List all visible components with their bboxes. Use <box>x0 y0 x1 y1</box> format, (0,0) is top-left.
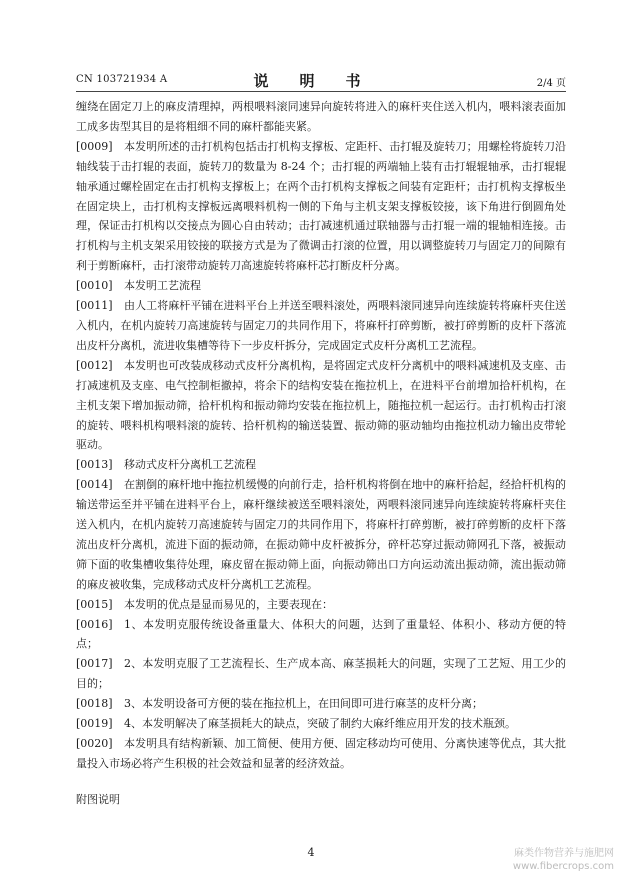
paragraph-0017 <box>76 654 566 694</box>
paragraph-text: 缠绕在固定刀上的麻皮清理掉，两根喂料滚同速异向旋转将进入的麻杆夹住送入机内，喂料滚表面加工成多齿型其目的是将粗细不同的麻杆都能夹紧。 <box>76 100 566 133</box>
paragraph-0009 <box>76 137 566 276</box>
paragraph-0018 <box>76 694 566 714</box>
page-number: 4 <box>307 846 315 859</box>
paragraph-text: 本发明具有结构新颖、加工简便、使用方便、固定移动均可使用、分离快速等优点，其大批量投入市场必将产生积极的社会效益和显著的经济效益。 <box>76 737 566 770</box>
paragraph-number: [0018] <box>76 697 113 711</box>
patent-number: CN 103721934 A <box>76 74 168 85</box>
paragraph-text: 在割倒的麻杆地中拖拉机缓慢的向前行走，拾杆机构将倒在地中的麻杆拾起，经拾杆机构的输送带运至并平铺在进料平台上，麻杆继续被送至喂料滚处，两喂料滚同速异向连续旋转将麻杆夹住送入机内，在机内旋转刀高速旋转与固定刀的共同作用下，将麻杆打碎剪断，被打碎剪断的皮杆下落流出皮杆分离机，流进下面的振动筛，在振动筛中皮杆被拆分，碎杆芯穿过振动筛网孔下落，被振动筛下面的收集槽收集待处理，麻皮留在振动筛上面，向振动筛出口方向运动流出振动筛，流出振动筛的麻皮被收集，完成移动式皮杆分离机工艺流程。 <box>76 478 566 591</box>
document-body <box>76 97 566 810</box>
paragraph-number: [0012] <box>76 358 113 372</box>
paragraph-text: 本发明的优点是显而易见的，主要表现在： <box>124 597 333 611</box>
paragraph-number: [0013] <box>76 458 113 472</box>
paragraph-number: [0015] <box>76 597 113 611</box>
paragraph-0016 <box>76 615 566 655</box>
paragraph-text: 4、本发明解决了麻茎损耗大的缺点，突破了制约大麻纤维应用开发的技术瓶颈。 <box>124 717 516 731</box>
page-indicator: 2/4 页 <box>536 78 566 89</box>
page-header <box>0 70 622 92</box>
paragraph-number: [0014] <box>76 478 113 492</box>
paragraph-number: [0011] <box>76 299 113 313</box>
paragraph-number: [0016] <box>76 617 113 631</box>
paragraph-text: 本发明也可改装成移动式皮杆分离机构，是将固定式皮杆分离机中的喂料减速机及支座、击打减速机及支座、电气控制柜撤掉，将余下的结构安装在拖拉机上，在进料平台前增加拾杆机构，在主机支架下增加振动筛，拾杆机构和振动筛均安装在拖拉机上，随拖拉机一起运行。击打机构击打滚的旋转、喂料机构喂料滚的旋转、拾杆机构的输送装置、振动筛的驱动轴均由拖拉机动力输出皮带轮驱动。 <box>76 358 566 452</box>
paragraph-0012 <box>76 356 566 456</box>
paragraph-text: 由人工将麻杆平铺在进料平台上并送至喂料滚处，两喂料滚同速异向连续旋转将麻杆夹住送入机内，在机内旋转刀高速旋转与固定刀的共同作用下，将麻杆打碎剪断，被打碎剪断的皮杆下落流出皮杆分离机，流进收集槽等待下一步皮杆拆分，完成固定式皮杆分离机工艺流程。 <box>76 299 566 352</box>
paragraph-text: 1、本发明克服传统设备重量大、体积大的问题，达到了重量轻、体积小、移动方便的特点； <box>76 617 566 651</box>
paragraph-0011 <box>76 296 566 356</box>
paragraph-0015 <box>76 595 566 615</box>
paragraph-continuation <box>76 97 566 137</box>
section-heading: 附图说明 <box>76 792 120 806</box>
paragraph-0020 <box>76 734 566 774</box>
paragraph-text: 2、本发明克服了工艺流程长、生产成本高、麻茎损耗大的问题，实现了工艺短、用工少的目的； <box>76 657 566 691</box>
paragraph-number: [0009] <box>76 139 113 153</box>
paragraph-number: [0010] <box>76 279 113 293</box>
site-watermark <box>513 847 614 873</box>
watermark-title: 麻类作物营养与施肥网 <box>514 848 614 859</box>
paragraph-number: [0020] <box>76 737 113 750</box>
paragraph-0010 <box>76 276 566 296</box>
paragraph-0014 <box>76 475 566 594</box>
document-title: 说 明 书 <box>253 72 369 90</box>
header-divider <box>76 91 566 92</box>
paragraph-number: [0017] <box>76 657 113 671</box>
paragraph-number: [0019] <box>76 717 113 731</box>
paragraph-text: 3、本发明设备可方便的装在拖拉机上，在田间即可进行麻茎的皮杆分离； <box>124 697 483 711</box>
watermark-url: www.fibercrops.com <box>512 861 614 872</box>
paragraph-text: 移动式皮杆分离机工艺流程 <box>124 458 256 472</box>
paragraph-0019 <box>76 714 566 734</box>
paragraph-text: 本发明所述的击打机构包括击打机构支撑板、定距杆、击打辊及旋转刀；用螺栓将旋转刀沿轴线装于击打辊的表面，旋转刀的数量为 8-24 个；击打辊的两端轴上装有击打辊辊轴承，击打辊辊轴承通过螺栓固定在击打机构支撑板上；在两个击打机构支撑板之间装有定距杆；击打机构支撑板坐在固定块上，击打机构支撑板远离喂料机构一侧的下角与主机支架支撑板铰接，该下角进行倒圆角处理，保证击打机构以交接点为圆心自由转动；击打减速机通过联轴器与击打辊一端的辊轴相连接。击打机构与主机支架采用铰接的联接方式是为了微调击打滚的位置，用以调整旋转刀与固定刀的间隙有利于剪断麻杆，击打滚带动旋转刀高速旋转将麻杆芯打断皮杆分离。 <box>76 139 566 273</box>
paragraph-0013 <box>76 455 566 475</box>
paragraph-text: 本发明工艺流程 <box>124 279 201 293</box>
